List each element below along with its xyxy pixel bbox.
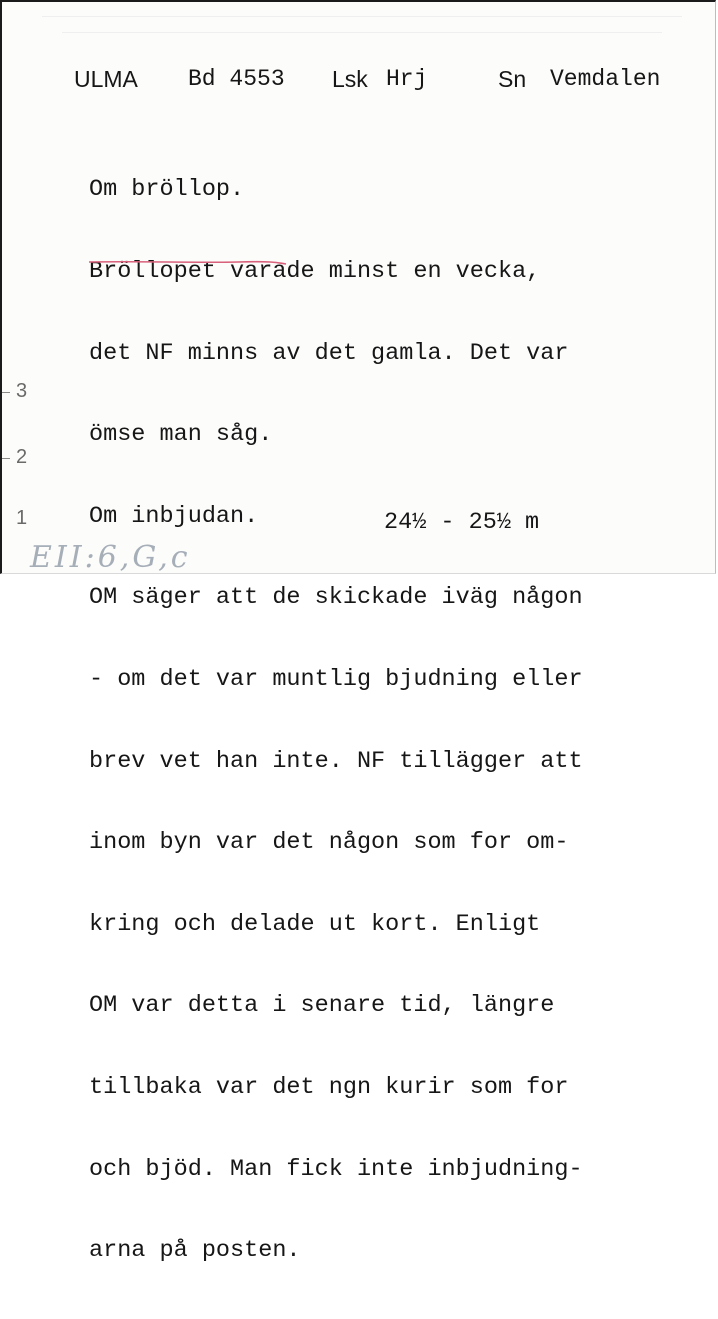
margin-number-2: 2: [16, 446, 28, 468]
parish-name: Vemdalen: [550, 66, 661, 92]
text-line: ömse man såg.: [89, 421, 273, 449]
archive-code: ULMA: [74, 66, 138, 92]
text-line: OM säger att de skickade iväg någon: [89, 584, 583, 612]
margin-number-1: 1: [16, 507, 28, 529]
text-line: Om bröllop.: [89, 176, 245, 204]
text-line: kring och delade ut kort. Enligt: [89, 910, 541, 938]
record-text: [89, 122, 583, 1319]
text-line: OM var detta i senare tid, längre: [89, 992, 555, 1020]
margin-number-3: 3: [16, 380, 28, 402]
pencil-classification-note: EII:6,G,c: [30, 540, 191, 575]
volume-number: Bd 4553: [188, 66, 285, 92]
text-line: tillbaka var det ngn kurir som for: [89, 1073, 569, 1101]
text-line: Bröllopet varade minst en vecka,: [89, 258, 541, 285]
text-line: det NF minns av det gamla. Det var: [89, 339, 569, 367]
text-line: och bjöd. Man fick inte inbjudning-: [89, 1155, 583, 1183]
margin-tick: [2, 458, 10, 459]
section-heading-inbjudan: Om inbjudan.: [89, 502, 259, 530]
text-line: - om det var muntlig bjudning eller: [89, 665, 583, 693]
text-line: brev vet han inte. NF tillägger att: [89, 747, 583, 775]
district-code: Hrj: [386, 66, 428, 92]
margin-tick: [2, 392, 10, 393]
measurement-label: 24½ - 25½ m: [384, 509, 540, 536]
red-pencil-underline: [88, 259, 288, 265]
paper-texture-line: [42, 16, 682, 17]
parish-label: Sn: [498, 66, 527, 92]
paper-texture-line: [62, 32, 662, 33]
district-label: Lsk: [332, 66, 368, 92]
text-line: inom byn var det någon som for om-: [89, 829, 569, 857]
text-line: arna på posten.: [89, 1237, 301, 1265]
